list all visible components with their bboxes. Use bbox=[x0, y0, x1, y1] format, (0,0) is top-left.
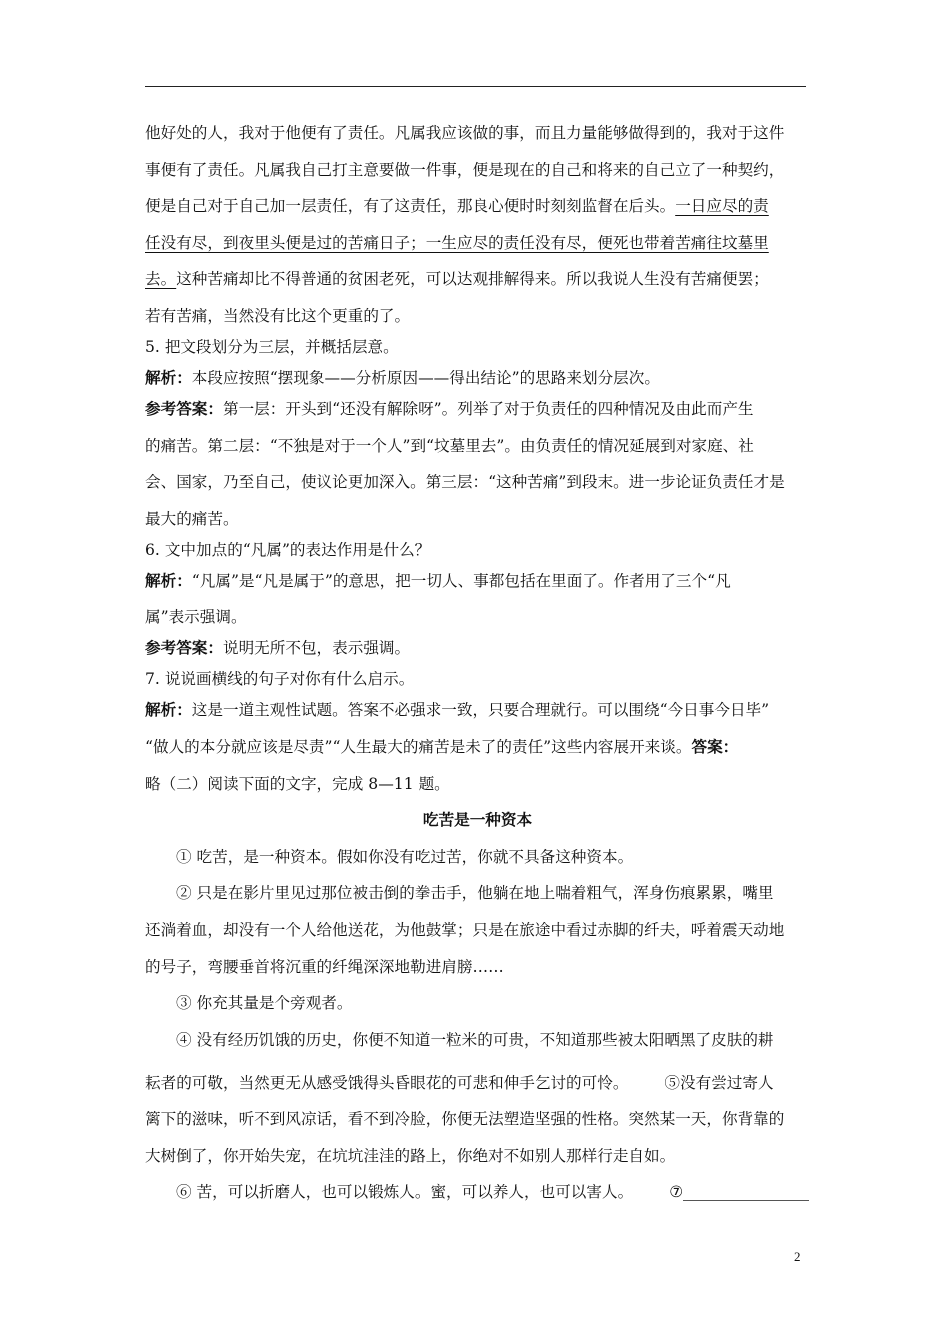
underlined-sentence: 一日应尽的责 bbox=[675, 197, 769, 216]
text-line: 去。这种苦痛却比不得普通的贫困老死，可以达观排解得来。所以我说人生没有苦痛便罢； bbox=[145, 270, 769, 289]
analysis-label: 解析： bbox=[145, 368, 192, 387]
paragraph-3: ③ 你充其量是个旁观者。 bbox=[176, 994, 353, 1013]
analysis-label: 解析： bbox=[145, 571, 192, 590]
answer-label: 参考答案： bbox=[145, 399, 223, 418]
text-line: 最大的痛苦。 bbox=[145, 509, 239, 528]
analysis-line: 解析：“凡属”是“凡是属于”的意思，把一切人、事都包括在里面了。作者用了三个“凡 bbox=[145, 571, 731, 590]
question-5: 5. 把文段划分为三层，并概括层意。 bbox=[145, 337, 399, 356]
analysis-line: 解析：这是一道主观性试题。答案不必强求一致，只要合理就行。可以围绕“今日事今日毕” bbox=[145, 701, 770, 720]
paragraph-2: ② 只是在影片里见过那位被击倒的拳击手，他躺在地上喘着粗气，浑身伤痕累累，嘴里 bbox=[176, 884, 774, 903]
answer-blank[interactable] bbox=[683, 1182, 809, 1201]
passage-title: 吃苦是一种资本 bbox=[422, 811, 533, 830]
text-line: 属”表示强调。 bbox=[145, 608, 247, 627]
paragraph-4: ④ 没有经历饥饿的历史，你便不知道一粒米的可贵，不知道那些被太阳晒黑了皮肤的耕 bbox=[176, 1030, 774, 1049]
text-line: 篱下的滋味，听不到风凉话，看不到冷脸，你便无法塑造坚强的性格。突然某一天，你背靠的 bbox=[145, 1110, 785, 1129]
text-line bbox=[145, 228, 810, 265]
question-6: 6. 文中加点的“凡属”的表达作用是什么？ bbox=[145, 540, 431, 559]
paragraph-1: ① 吃苦，是一种资本。假如你没有吃过苦，你就不具备这种资本。 bbox=[176, 847, 634, 866]
text-line: 若有苦痛，当然没有比这个更重的了。 bbox=[145, 306, 411, 325]
text-line: 事便有了责任。凡属我自己打主意要做一件事，便是现在的自己和将来的自己立了一种契约， bbox=[145, 160, 785, 179]
analysis-label: 解析： bbox=[145, 701, 192, 720]
question-7: 7. 说说画横线的句子对你有什么启示。 bbox=[145, 670, 415, 689]
answer-line: 参考答案：第一层：开头到“还没有解除呀”。列举了对于负责任的四种情况及由此而产生 bbox=[145, 399, 754, 418]
text-line: 便是自己对于自己加一层责任，有了这责任，那良心便时时刻刻监督在后头。一日应尽的责 bbox=[145, 197, 769, 216]
text-line: 他好处的人，我对于他便有了责任。凡属我应该做的事，而且力量能够做得到的，我对于这件 bbox=[145, 124, 785, 142]
page-number: 2 bbox=[794, 1249, 801, 1264]
text-line: “做人的本分就应该是尽责”“人生最大的痛苦是未了的责任”这些内容展开来谈。答案： bbox=[145, 737, 739, 756]
top-rule bbox=[145, 86, 806, 87]
underlined-sentence: 任没有尽，到夜里头便是过的苦痛日子；一生应尽的责任没有尽，便死也带着苦痛往坟墓里 bbox=[145, 233, 769, 252]
text-line: 耘者的可敬，当然更无从感受饿得头昏眼花的可悲和伸手乞讨的可怜。 ⑤没有尝过寄人 bbox=[145, 1073, 774, 1092]
text-line: 的痛苦。第二层：“不独是对于一个人”到“坟墓里去”。由负责任的情况延展到对家庭、社 bbox=[145, 436, 754, 455]
answer-label: 答案： bbox=[691, 737, 739, 756]
answer-label: 参考答案： bbox=[145, 639, 223, 658]
paragraph-6: ⑥ 苦，可以折磨人，也可以锻炼人。蜜，可以养人，也可以害人。 ⑦ bbox=[145, 1177, 810, 1214]
text-line: 会、国家，乃至自己，使议论更加深入。第三层：“这种苦痛”到段末。进一步论证负责任才是 bbox=[145, 473, 785, 492]
answer-line: 参考答案：说明无所不包，表示强调。 bbox=[145, 639, 411, 658]
text-line: 的号子，弯腰垂首将沉重的纤绳深深地勒进肩膀…… bbox=[145, 957, 504, 976]
underlined-sentence: 去。 bbox=[145, 270, 177, 289]
analysis-line: 解析：本段应按照“摆现象——分析原因——得出结论”的思路来划分层次。 bbox=[145, 368, 660, 387]
document-body bbox=[145, 118, 810, 1214]
section-intro: 略（二）阅读下面的文字，完成 8—11 题。 bbox=[145, 774, 450, 793]
text-line: 还淌着血，却没有一个人给他送花，为他鼓掌；只是在旅途中看过赤脚的纤夫，呼着震天动地 bbox=[145, 920, 785, 939]
text-line: 大树倒了，你开始失宠，在坑坑洼洼的路上，你绝对不如别人那样行走自如。 bbox=[145, 1146, 676, 1165]
